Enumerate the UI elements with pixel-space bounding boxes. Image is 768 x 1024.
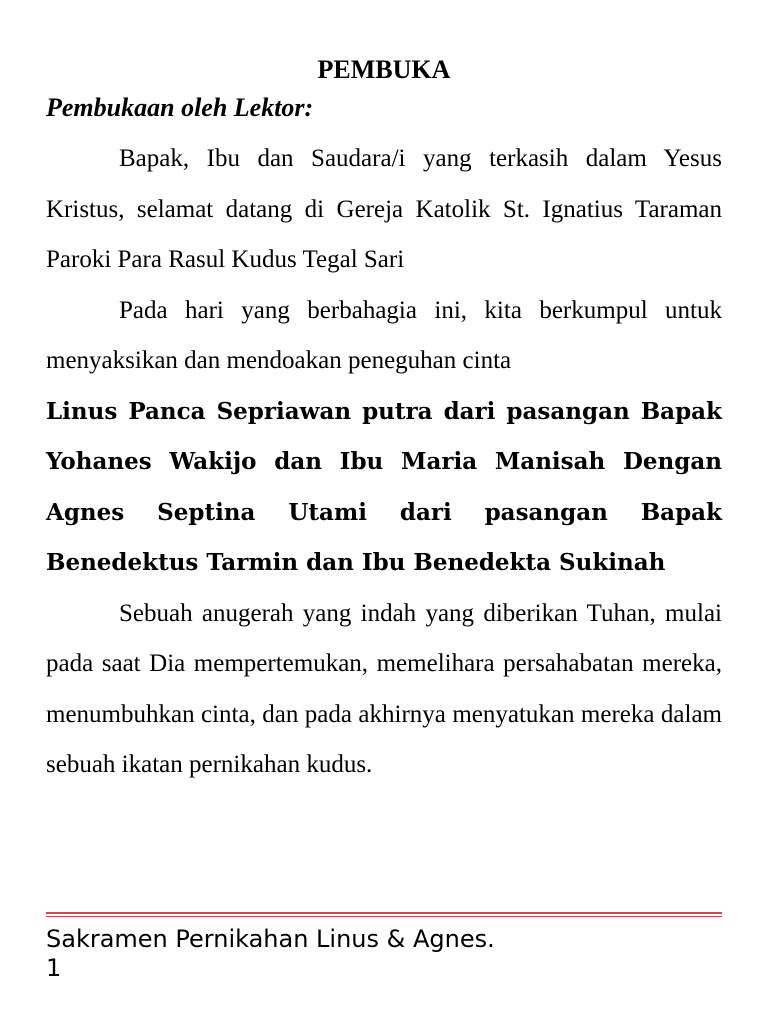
paragraph-gathering: Pada hari yang berbahagia ini, kita berkumpul untuk menyaksikan dan mendoakan peneguhan cinta [46,296,722,374]
section-subtitle: Pembukaan oleh Lektor: [46,93,314,122]
footer-divider [46,912,722,917]
paragraph-grace: Sebuah anugerah yang indah yang diberikan Tuhan, mulai pada saat Dia mempertemukan, memelihara persahabatan mereka, menumbuhkan cinta, dan pada akhirnya menyatukan mereka dalam sebuah ikatan pernikahan kudus. [46,599,722,778]
page-number: 1 [46,954,62,982]
page-title: PEMBUKA [317,55,451,84]
paragraph-couple-names: Linus Panca Sepriawan putra dari pasangan Bapak Yohanes Wakijo dan Ibu Maria Manisah Dengan Agnes Septina Utami dari pasangan Bapak Benedektus Tarmin dan Ibu Benedekta Sukinah [46,397,722,576]
paragraph-welcome: Bapak, Ibu dan Saudara/i yang terkasih dalam Yesus Kristus, selamat datang di Gereja Katolik St. Ignatius Taraman Paroki Para Rasul Kudus Tegal Sari [46,145,722,273]
footer-caption [46,925,722,983]
footer-title: Sakramen Pernikahan Linus & Agnes. [46,925,495,953]
document-page [46,52,722,791]
page-footer [46,912,722,983]
